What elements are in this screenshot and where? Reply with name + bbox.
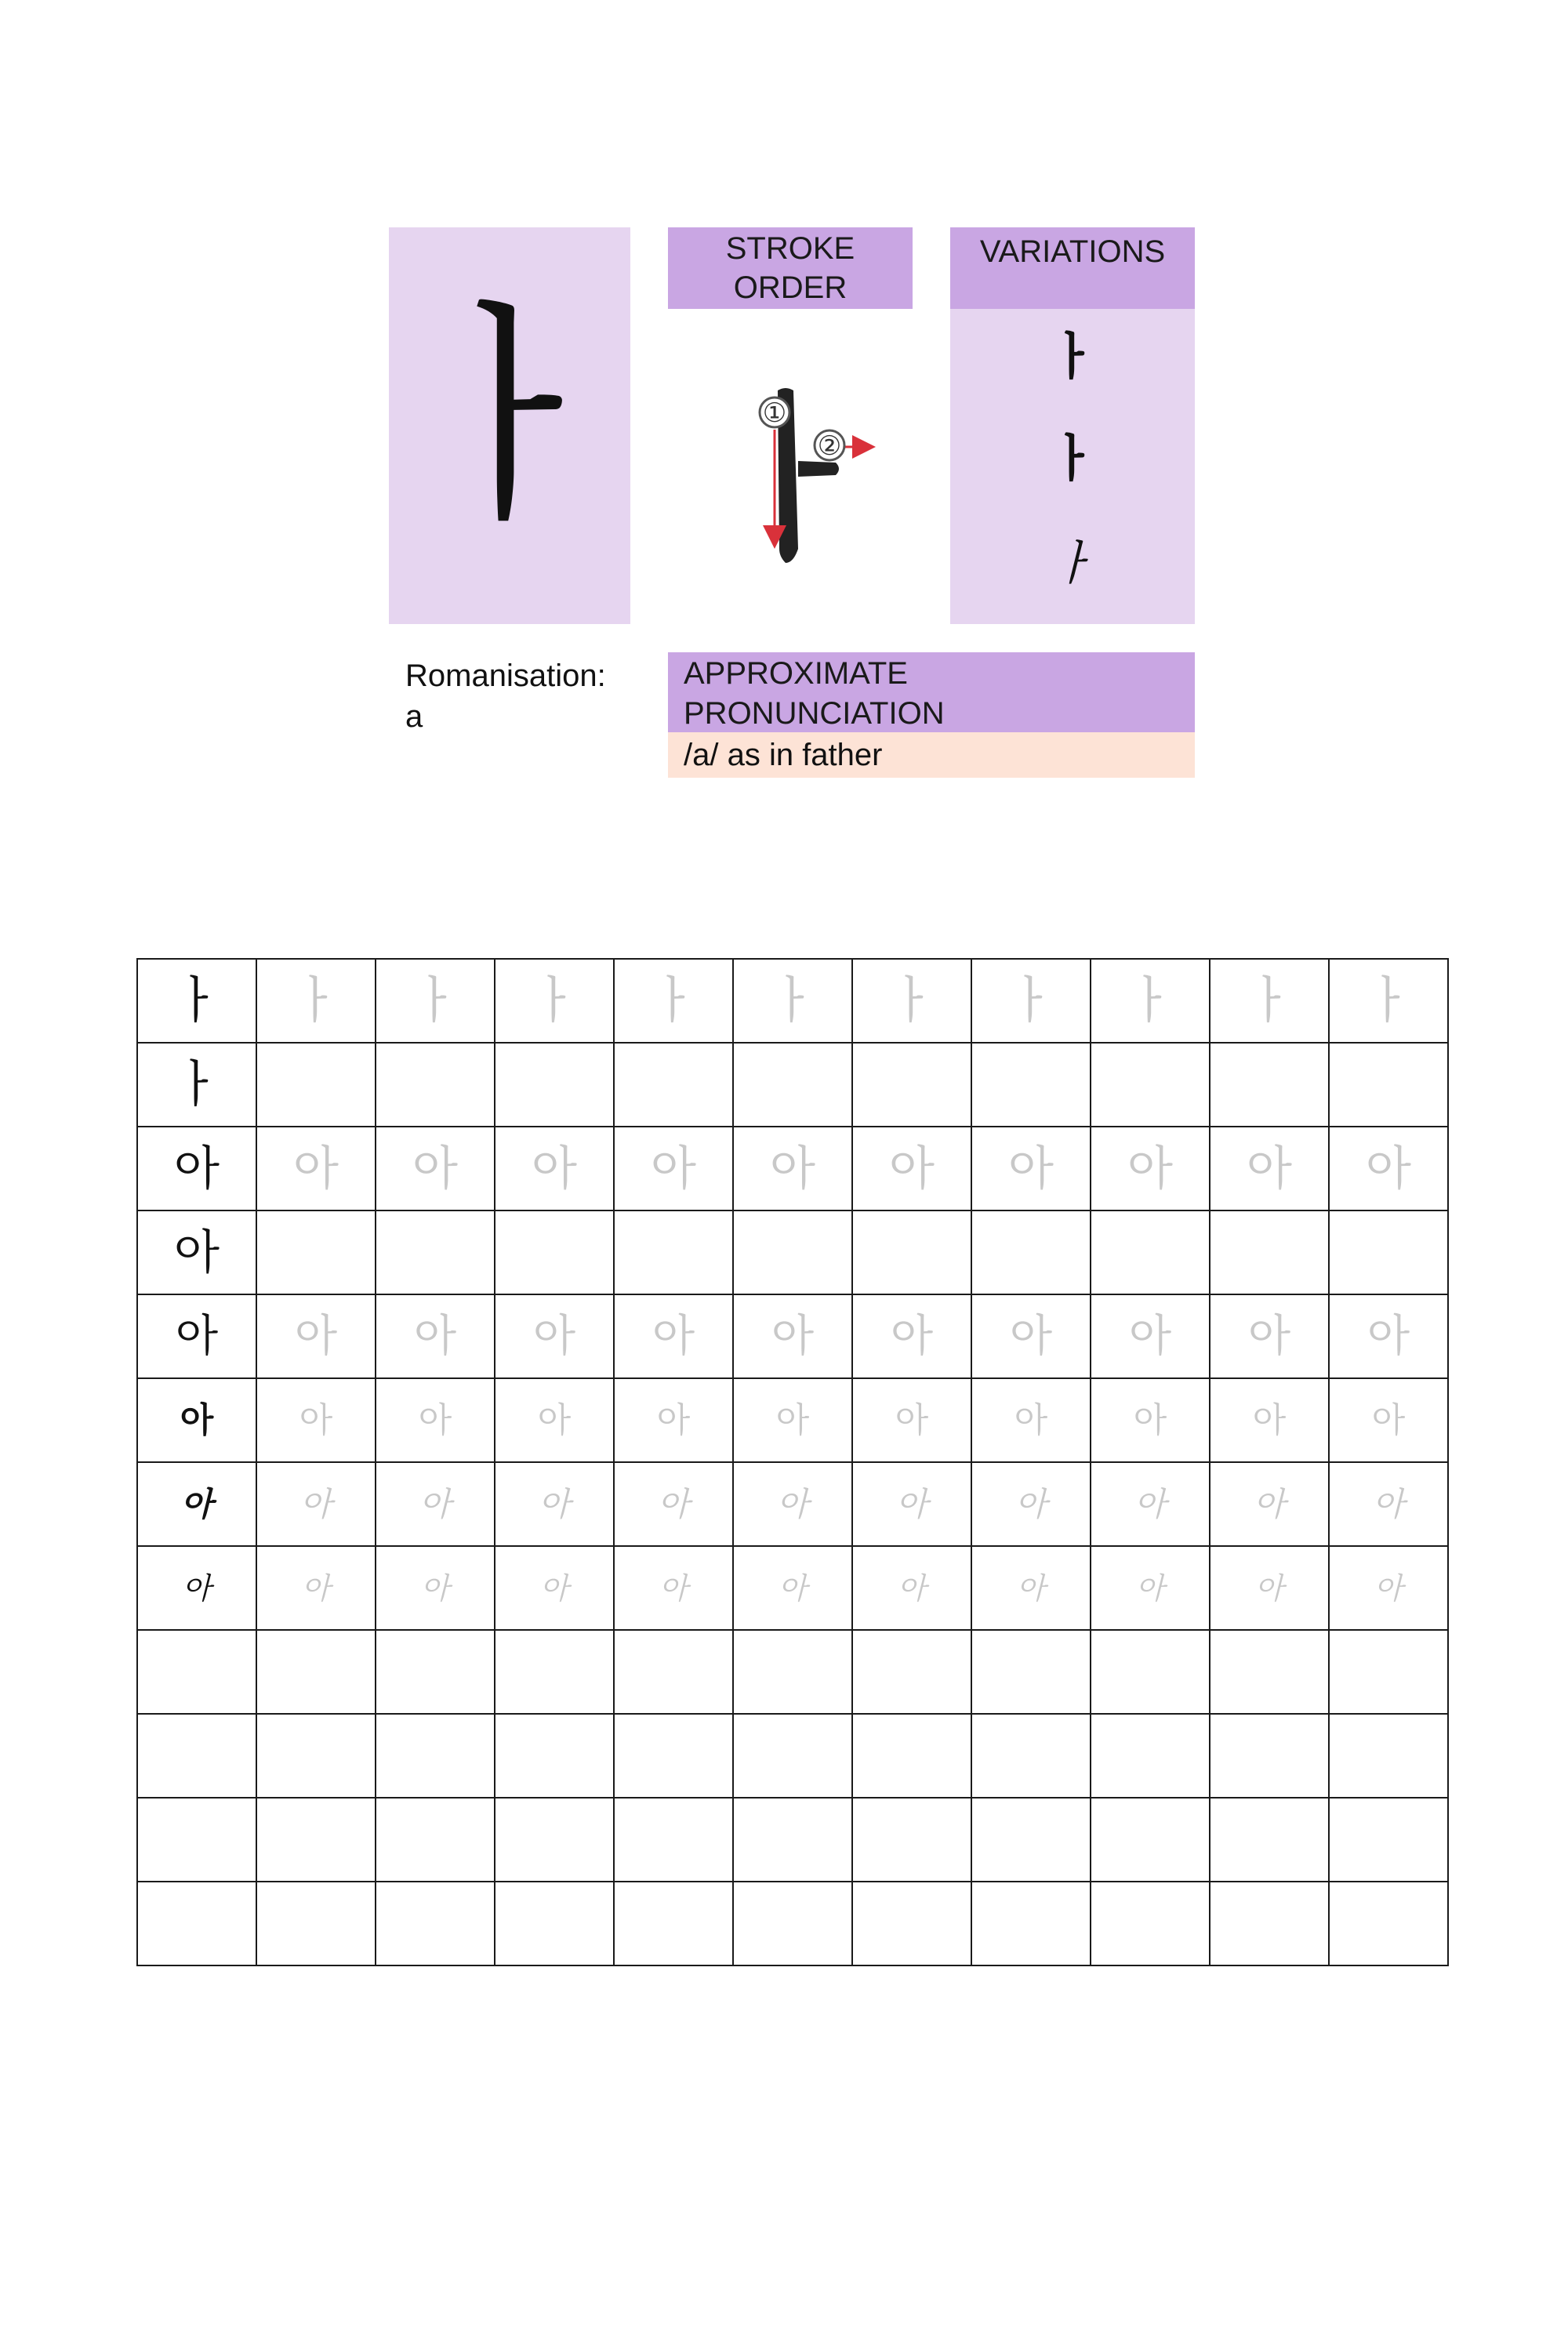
practice-row <box>137 1043 1448 1127</box>
practice-cell[interactable] <box>376 1882 495 1965</box>
practice-cell[interactable] <box>1091 1043 1210 1127</box>
practice-cell[interactable] <box>971 1882 1091 1965</box>
stroke-order-header <box>668 227 913 309</box>
practice-cell[interactable] <box>256 1882 376 1965</box>
practice-cell[interactable]: 아 <box>733 1546 852 1630</box>
practice-cell[interactable]: ㅏ <box>1329 959 1448 1043</box>
practice-cell[interactable]: 아 <box>614 1127 733 1210</box>
pronunciation-title: APPROXIMATE PRONUNCIATION <box>684 656 945 731</box>
practice-cell[interactable] <box>1091 1630 1210 1714</box>
practice-cell[interactable]: 아 <box>733 1127 852 1210</box>
practice-cell[interactable] <box>614 1714 733 1798</box>
practice-cell[interactable] <box>733 1210 852 1294</box>
romanisation-label: Romanisation: <box>405 659 606 693</box>
practice-cell[interactable] <box>495 1714 614 1798</box>
practice-cell[interactable] <box>256 1798 376 1882</box>
practice-cell[interactable]: 아 <box>376 1546 495 1630</box>
practice-cell[interactable]: 아 <box>971 1127 1091 1210</box>
practice-cell[interactable]: 아 <box>1091 1462 1210 1546</box>
practice-cell[interactable]: 아 <box>614 1294 733 1378</box>
practice-row <box>137 1210 1448 1294</box>
practice-cell[interactable] <box>1210 1630 1329 1714</box>
variation-item: ㅏ <box>1048 430 1097 488</box>
model-cell[interactable]: 아 <box>137 1127 256 1210</box>
practice-cell[interactable] <box>1091 1798 1210 1882</box>
practice-cell[interactable]: ㅏ <box>1210 959 1329 1043</box>
practice-cell[interactable]: 아 <box>376 1462 495 1546</box>
practice-cell[interactable]: 아 <box>971 1546 1091 1630</box>
practice-row <box>137 1630 1448 1714</box>
practice-cell[interactable] <box>852 1210 971 1294</box>
practice-cell[interactable]: 아 <box>971 1378 1091 1462</box>
practice-cell[interactable] <box>376 1630 495 1714</box>
practice-cell[interactable]: 아 <box>852 1127 971 1210</box>
practice-cell[interactable]: 아 <box>971 1294 1091 1378</box>
stroke-2-number: ② <box>817 430 842 462</box>
practice-cell[interactable]: 아 <box>1210 1462 1329 1546</box>
practice-cell[interactable] <box>495 1210 614 1294</box>
practice-cell[interactable] <box>1329 1043 1448 1127</box>
romanisation-value: a <box>405 699 423 734</box>
stroke-order-diagram <box>668 314 913 624</box>
practice-cell[interactable] <box>1329 1210 1448 1294</box>
practice-cell[interactable]: ㅏ <box>852 959 971 1043</box>
practice-cell[interactable] <box>852 1630 971 1714</box>
practice-cell[interactable]: ㅏ <box>376 959 495 1043</box>
practice-cell[interactable]: 아 <box>495 1378 614 1462</box>
practice-cell[interactable]: 아 <box>376 1127 495 1210</box>
practice-cell[interactable]: 아 <box>614 1546 733 1630</box>
practice-cell[interactable]: ㅏ <box>614 959 733 1043</box>
practice-cell[interactable]: 아 <box>1329 1294 1448 1378</box>
practice-cell[interactable]: ㅏ <box>733 959 852 1043</box>
model-cell[interactable]: 아 <box>137 1378 256 1462</box>
practice-cell[interactable] <box>495 1630 614 1714</box>
practice-cell[interactable] <box>971 1210 1091 1294</box>
variations-title: VARIATIONS <box>979 234 1166 269</box>
practice-cell[interactable]: 아 <box>256 1546 376 1630</box>
practice-cell[interactable]: 아 <box>1210 1127 1329 1210</box>
practice-cell[interactable] <box>1091 1882 1210 1965</box>
practice-cell[interactable] <box>376 1714 495 1798</box>
practice-cell[interactable] <box>733 1882 852 1965</box>
practice-cell[interactable]: 아 <box>733 1294 852 1378</box>
practice-cell[interactable] <box>376 1043 495 1127</box>
practice-row <box>137 1882 1448 1965</box>
practice-row <box>137 1798 1448 1882</box>
practice-cell[interactable] <box>495 1043 614 1127</box>
practice-cell[interactable] <box>733 1714 852 1798</box>
practice-cell[interactable]: 아 <box>1210 1294 1329 1378</box>
practice-cell[interactable] <box>971 1043 1091 1127</box>
practice-cell[interactable]: 아 <box>1329 1546 1448 1630</box>
model-cell[interactable] <box>137 1882 256 1965</box>
practice-cell[interactable]: 아 <box>1210 1378 1329 1462</box>
practice-cell[interactable] <box>614 1210 733 1294</box>
practice-row <box>137 1378 1448 1462</box>
practice-cell[interactable]: 아 <box>614 1378 733 1462</box>
practice-cell[interactable]: 아 <box>495 1294 614 1378</box>
practice-cell[interactable] <box>1210 1714 1329 1798</box>
practice-grid <box>136 958 1449 1966</box>
practice-cell[interactable]: 아 <box>495 1127 614 1210</box>
practice-cell[interactable]: 아 <box>852 1546 971 1630</box>
practice-cell[interactable] <box>971 1630 1091 1714</box>
practice-cell[interactable] <box>733 1043 852 1127</box>
practice-cell[interactable]: 아 <box>495 1546 614 1630</box>
stroke-order-title: STROKE ORDER <box>725 231 855 305</box>
practice-cell[interactable] <box>256 1043 376 1127</box>
practice-row <box>137 1294 1448 1378</box>
practice-cell[interactable] <box>733 1630 852 1714</box>
practice-cell[interactable]: 아 <box>256 1462 376 1546</box>
practice-cell[interactable]: 아 <box>256 1378 376 1462</box>
practice-cell[interactable] <box>733 1798 852 1882</box>
practice-cell[interactable] <box>495 1882 614 1965</box>
practice-cell[interactable]: 아 <box>1091 1294 1210 1378</box>
practice-cell[interactable]: 아 <box>256 1127 376 1210</box>
practice-cell[interactable] <box>1329 1714 1448 1798</box>
practice-cell[interactable]: 아 <box>733 1378 852 1462</box>
practice-cell[interactable] <box>495 1798 614 1882</box>
practice-cell[interactable]: 아 <box>852 1462 971 1546</box>
practice-cell[interactable] <box>1210 1043 1329 1127</box>
practice-cell[interactable]: ㅏ <box>971 959 1091 1043</box>
model-cell[interactable]: ㅏ <box>137 959 256 1043</box>
model-cell[interactable]: ㅏ <box>137 1043 256 1127</box>
pronunciation-header <box>668 652 1195 732</box>
model-cell[interactable]: 아 <box>137 1462 256 1546</box>
practice-cell[interactable]: 아 <box>1329 1378 1448 1462</box>
practice-row <box>137 1714 1448 1798</box>
practice-cell[interactable]: ㅏ <box>256 959 376 1043</box>
practice-row <box>137 1546 1448 1630</box>
practice-cell[interactable]: 아 <box>1091 1127 1210 1210</box>
practice-cell[interactable] <box>256 1210 376 1294</box>
model-cell[interactable] <box>137 1798 256 1882</box>
practice-cell[interactable] <box>1329 1798 1448 1882</box>
practice-cell[interactable]: ㅏ <box>495 959 614 1043</box>
model-cell[interactable]: 아 <box>137 1546 256 1630</box>
practice-cell[interactable] <box>256 1630 376 1714</box>
practice-row <box>137 1462 1448 1546</box>
practice-cell[interactable]: 아 <box>1091 1546 1210 1630</box>
variations-panel <box>950 309 1195 624</box>
practice-cell[interactable] <box>256 1714 376 1798</box>
practice-cell[interactable] <box>852 1043 971 1127</box>
model-cell[interactable]: 아 <box>137 1210 256 1294</box>
practice-cell[interactable]: 아 <box>852 1378 971 1462</box>
practice-cell[interactable] <box>614 1882 733 1965</box>
pronunciation-value: /a/ as in father <box>668 732 1195 778</box>
practice-cell[interactable]: 아 <box>971 1462 1091 1546</box>
practice-cell[interactable]: 아 <box>733 1462 852 1546</box>
variation-item: ㅏ <box>1048 328 1097 387</box>
practice-cell[interactable] <box>852 1798 971 1882</box>
main-letter: ㅏ <box>396 281 623 554</box>
practice-cell[interactable] <box>852 1882 971 1965</box>
practice-row <box>137 1127 1448 1210</box>
practice-cell[interactable]: 아 <box>376 1294 495 1378</box>
practice-cell[interactable]: 아 <box>495 1462 614 1546</box>
practice-cell[interactable] <box>614 1043 733 1127</box>
main-letter-panel <box>389 227 630 624</box>
practice-cell[interactable] <box>1329 1882 1448 1965</box>
romanisation-block <box>405 655 606 737</box>
stroke-1-number: ① <box>762 397 787 429</box>
model-cell[interactable]: 아 <box>137 1294 256 1378</box>
model-cell[interactable] <box>137 1714 256 1798</box>
practice-cell[interactable] <box>971 1798 1091 1882</box>
practice-cell[interactable] <box>1329 1630 1448 1714</box>
practice-cell[interactable] <box>614 1630 733 1714</box>
practice-cell[interactable] <box>852 1714 971 1798</box>
practice-cell[interactable] <box>376 1798 495 1882</box>
practice-cell[interactable]: 아 <box>376 1378 495 1462</box>
practice-cell[interactable]: 아 <box>1210 1546 1329 1630</box>
practice-cell[interactable]: 아 <box>1329 1462 1448 1546</box>
practice-cell[interactable] <box>614 1798 733 1882</box>
practice-cell[interactable] <box>1210 1210 1329 1294</box>
practice-cell[interactable]: 아 <box>614 1462 733 1546</box>
practice-cell[interactable] <box>1210 1798 1329 1882</box>
practice-cell[interactable]: 아 <box>1329 1127 1448 1210</box>
practice-cell[interactable] <box>376 1210 495 1294</box>
stroke-order-svg <box>668 314 913 624</box>
practice-cell[interactable] <box>1210 1882 1329 1965</box>
practice-cell[interactable] <box>1091 1210 1210 1294</box>
stroke-2-shape <box>798 461 839 477</box>
practice-cell[interactable]: 아 <box>1091 1378 1210 1462</box>
practice-cell[interactable]: ㅏ <box>1091 959 1210 1043</box>
practice-cell[interactable] <box>971 1714 1091 1798</box>
variation-item: ㅏ <box>1050 536 1095 591</box>
practice-row <box>137 959 1448 1043</box>
model-cell[interactable] <box>137 1630 256 1714</box>
variations-header <box>950 227 1195 309</box>
practice-cell[interactable]: 아 <box>256 1294 376 1378</box>
practice-cell[interactable]: 아 <box>852 1294 971 1378</box>
practice-cell[interactable] <box>1091 1714 1210 1798</box>
